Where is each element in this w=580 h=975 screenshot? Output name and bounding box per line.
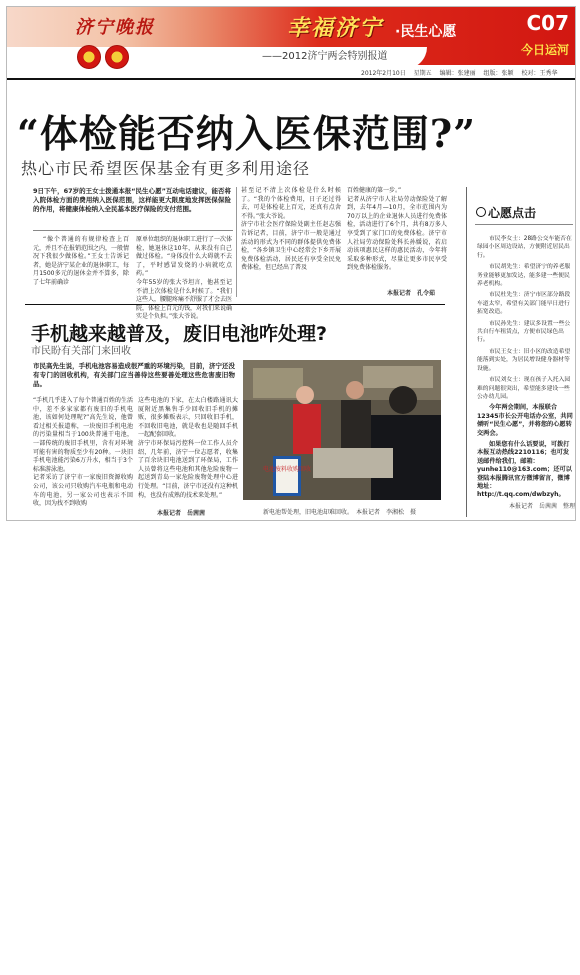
story1-column-3: 甚至记不清上次体检是什么时候了。“我的个体检费用，日子还过得去，可是体检花上百元，还真有点舍不得。”张大爷说。 济宁市社会医疗保险处副主任赵志强告诉记者，目前，济宁市一般是通过活动的形式为不同的群体提供免费体检，“各乡镇卫生中心经常会下乡开展免费体检活动，居民还有享受全民免费体检，但已经出了普及 [241,187,341,272]
meta-editor: 编辑：张建丽 [439,70,476,77]
sidebar-item: 市民王女士：旧小区的改造希望能落到实处，为居民增设健身器材等设施。 [477,348,571,372]
sidebar-item: 市民刘女士：现在孩子入托入园难的问题很突出，希望能多建设一些公办幼儿园。 [477,377,571,400]
meta-proofreader: 校对：王秀华 [521,70,558,77]
story1-intro-rule [33,230,233,231]
story1-divider [236,187,237,297]
sidebar-signature: 本报记者 岳茜茜 整理 [508,502,575,510]
sidebar-hotline-note: 今年两会期间，本报联合12345市长公开电话办公室，共同倾听“民生心愿”，并将您的心愿转交两会。 [477,404,573,437]
meta-layout: 组版：张颖 [483,70,514,77]
page-meta [361,68,563,77]
story1-column-4: 百姓健康的第一步。” 记者从济宁市人社局劳动保险处了解到，去年4月—10月，全市范围内为70万以上的企业退休人员进行免费体检，活动进行了6个月，共有8万多人享受到了家门口的免费体检。济宁市人社局劳动保险处科长孙媛说，若启动该项惠民这样的惠民活动，今年将采取多种形式，尽量让更多市民享受到免费体检服务。 [347,187,447,272]
sidebar-contact-note: 如果您有什么话要说，可拨打本报互动热线2210116；也可发送邮件给我们，邮箱：yunhe110@163.com；还可以登陆本报腾讯官方微博留言，微博地址：http://t.qq.com/dwbzyh。 [477,440,572,499]
story1-subhead: 热心市民希望医保基金有更多利用途径 [21,159,311,178]
photo-scene [243,360,441,500]
photo-caption: 新电池帮处理，旧电池却难回收。 本报记者 李湘松 摄 [263,509,417,516]
cppcc-emblem-icon [105,45,129,69]
story2-column-1: “手机几乎进入了每个普通百姓的生活中，差不多家家都有废旧的手机电池，该如何处理呢?”高先生说，他曾看过相关报道称，一块废旧手机电池的污染量相当于100块普通干电池，一部传统的废旧手机里，含有对环境可能有害的物质至少有20种。一块旧手机电池能污染6万升水，相当于3个标准游泳池。 记者采访了济宁市一家废旧资源收购公司，该公司只收购汽车电瓶和电动车的电池，另一家公司也表示不回收，因为找不到收购 [33,397,133,508]
meta-weekday: 星期五 [413,70,432,77]
newspaper-page [6,6,576,521]
story1-intro: 9日下午，67岁的王女士拨通本报“民生心愿”互动电话建议，能否将入院体检方面的费用纳入医保范围，这样能更大限度地发挥医保保险的作用，将健康体检纳入全民基本医疗保险的支付范围。 [33,187,231,213]
story2-headline: 手机越来越普及，废旧电池咋处理? [31,323,328,345]
news-photo [243,360,441,500]
sidebar-title [476,204,536,221]
circle-icon [476,207,486,217]
story1-signature: 本报记者 孔令茹 [387,290,436,297]
national-emblem-icon [77,45,101,69]
story-separator [25,304,445,305]
story2-signature: 本报记者 岳茜茜 [157,510,206,517]
sidebar-item: 市民李女士：28路公交车能否在绿园小区周边设站，方便附近居民出行。 [477,236,572,259]
story2-subhead: 市民盼有关部门来回收 [31,346,131,357]
header-rule [7,78,575,80]
story1-column-1: “像个普通的有规律检查上百元，并且不在报销范围之内，一般情况下我很少做体检。”王女士告诉记者，她是济宁某企业的退休职工，每月1500多元的退休金并不算多，除了七年前确诊 [33,236,130,286]
column-subtitle: ·民生心愿 [395,24,457,40]
photo-sign-text: 电池废料收购回收 [262,466,312,473]
special-report-label: ——2012济宁两会特别报道 [262,51,388,62]
masthead-banner [7,7,575,67]
meta-date: 2012年2月10日 [361,70,406,77]
column-title: 幸福济宁 [287,15,384,41]
sidebar-divider [466,187,467,517]
sidebar-title-rule [475,224,573,225]
story1-headline: “体检能否纳入医保范围?” [17,111,476,156]
paper-name: 济宁晚报 [75,17,155,38]
sidebar-title-text: 心愿点击 [488,206,537,220]
sidebar-item: 市民胡先生：希望济宁的养老服务业能够更加发达，能多建一些便民养老机构。 [477,264,571,288]
story2-intro: 市民高先生说，手机电池容易造成很严重的环境污染，目前，济宁还没有专门的回收机构，有关部门应当善待这些要善处理这些危害废旧物品。 [33,362,235,388]
page-topic: 今日运河 [520,43,569,57]
story1-column-2: 原单位组织的退休职工进行了一次体检，她退休这10年，从来没有自己做过体检。“身体没什么大碍就不去了，平时感冒发烧的小病就吃点药。” 今年55岁的张大爷坦言，他甚至记不清上次体检是什么时候了。“我们这些人，腰腿疼痛不舒服了才会去医院，体检上百元的钱，对我们来说确实是个负担。”张大爷说。 [136,236,233,321]
sidebar-body [477,235,575,514]
sidebar-item: 市民杜先生：济宁市区部分路段车道太窄，希望有关部门能早日进行拓宽改造。 [477,292,571,316]
sidebar-item: 市民孙先生：建议多设置一些公共自行车租赁点，方便市民绿色出行。 [477,320,571,344]
page-code: C07 [526,11,569,35]
story2-column-2: 这些电池的下家，在太白楼路通讯大厦附近黑集售手少回收旧手机的摊贩，很多摊贩表示，只回收旧手机，不回收旧电池，就是收也是随回手机一起配套回收。 济宁市环保局污控科一位工作人员介绍，几年前，济宁一位志愿者，收集了百余块旧电池送到了环保局，工作人员曾将这些电池和其他危险废物一起送到青岛一家危险废物处理中心进行处理。“目前，济宁市还没有这种机构，也没有成熟的技术来处理。” [138,397,238,499]
